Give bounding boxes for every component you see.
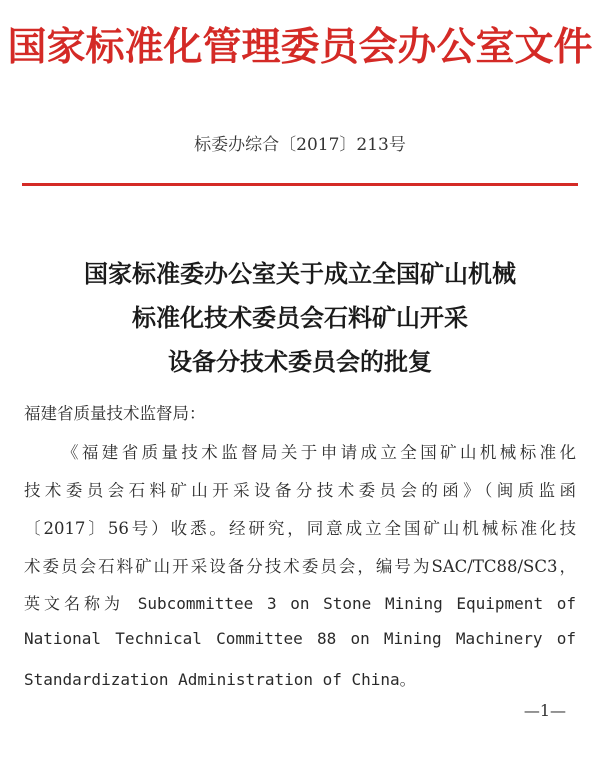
body-line: National Technical Committee 88 on Mining Machinery of [24,629,576,648]
body-line: Standardization Administration of China。 [24,670,416,689]
body-line: 技术委员会石料矿山开采设备分技术委员会的函》（闽质监函 [24,481,576,500]
body-line: 《福建省质量技术监督局关于申请成立全国矿山机械标准化 [62,443,576,462]
page-number: —1— [523,701,566,720]
issuing-office-header: 国家标准化管理委员会办公室文件 [7,24,593,70]
body-line: 术委员会石料矿山开采设备分技术委员会，编号为SAC/TC88/SC3， [24,557,576,576]
document-title-line-1: 国家标准委办公室关于成立全国矿山机械 [84,260,516,288]
addressee: 福建省质量技术监督局： [24,404,206,423]
red-separator-line [22,183,578,186]
body-line: 英文名称为 Subcommittee 3 on Stone Mining Equipment of [24,594,576,613]
body-line: 〔2017〕56号）收悉。经研究，同意成立全国矿山机械标准化技 [24,519,576,538]
document-title-line-2: 标准化技术委员会石料矿山开采 [132,304,468,332]
document-title-line-3: 设备分技术委员会的批复 [168,348,432,376]
document-number: 标委办综合〔2017〕213号 [194,135,406,155]
document-title [0,252,600,384]
